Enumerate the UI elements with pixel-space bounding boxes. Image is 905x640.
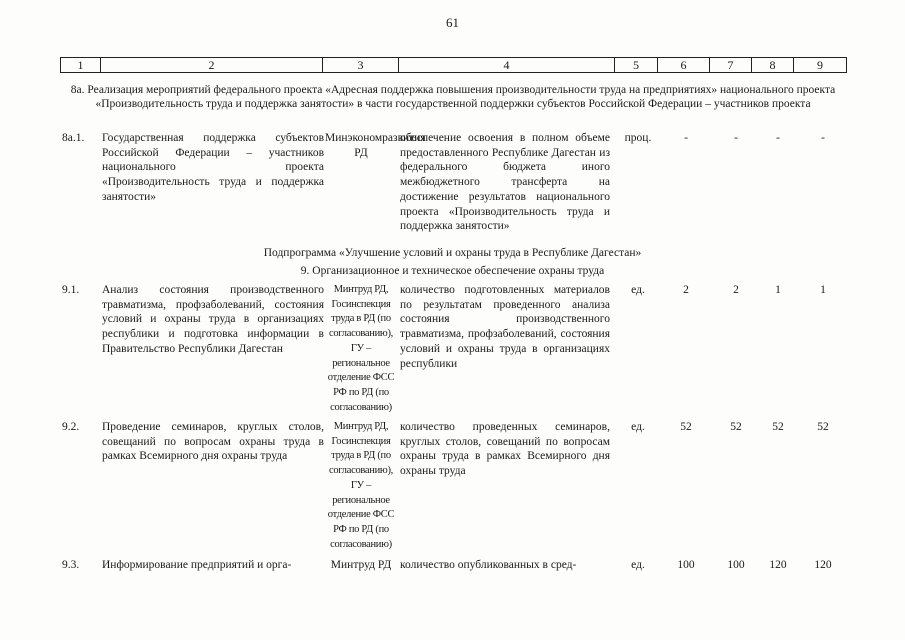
unit: ед. — [631, 559, 645, 571]
activity-name: Государственная поддержка субъектов Российской Федерации – участников национального проекта «Производительность труда и поддержка занятости» — [102, 132, 324, 203]
column-header-6: 6 — [658, 58, 710, 73]
section-8a-title: 8а. Реализация мероприятий федерального проекта «Адресная поддержка повышения производительности труда на предприятиях» национального проекта «Производительность труда и поддержка занятости» в части государственной поддержки субъектов Российской Федерации – участников проекта — [70, 84, 836, 110]
activity-name: Анализ состояния производственного травматизма, профзаболеваний, состояния условий и охраны труда в организациях республики и подготовка информации в Правительство Республики Дагестан — [102, 284, 324, 355]
column-number-header — [60, 57, 847, 73]
indicator: обеспечение освоения в полном объеме предоставленного Республике Дагестан из федерального бюджета иного межбюджетного трансферта на достижение результатов национального проекта «Производительность труда и поддержка занятости» — [400, 132, 610, 233]
row-number: 9.2. — [62, 421, 80, 433]
value: 2 — [683, 284, 689, 296]
row-number: 9.3. — [62, 559, 80, 571]
value: 1 — [775, 284, 781, 296]
column-header-9: 9 — [794, 58, 847, 73]
value: 100 — [727, 559, 745, 571]
indicator: количество опубликованных в сред- — [400, 559, 577, 571]
column-header-1: 1 — [61, 58, 101, 73]
unit: ед. — [631, 284, 645, 296]
value: 52 — [730, 421, 742, 433]
value: - — [734, 132, 738, 144]
column-header-8: 8 — [752, 58, 794, 73]
column-header-4: 4 — [399, 58, 615, 73]
value: 2 — [733, 284, 739, 296]
column-header-3: 3 — [323, 58, 399, 73]
row-number: 9.1. — [62, 284, 80, 296]
value: - — [684, 132, 688, 144]
activity-name: Информирование предприятий и орга- — [102, 559, 292, 571]
value: 120 — [814, 559, 832, 571]
column-header-7: 7 — [710, 58, 752, 73]
column-header-5: 5 — [615, 58, 658, 73]
value: 1 — [820, 284, 826, 296]
value: 100 — [677, 559, 695, 571]
value: - — [776, 132, 780, 144]
row-number: 8а.1. — [62, 132, 85, 144]
subprogram-title: Подпрограмма «Улучшение условий и охраны труда в Республике Дагестан» — [263, 247, 642, 259]
indicator: количество подготовленных материалов по результатам проведенного анализа состояния производственного травматизма, профзаболеваний, состояния условий и охраны труда в организациях республики — [400, 284, 610, 370]
page-number: 61 — [446, 15, 459, 30]
section-9-title: 9. Организационное и техническое обеспечение охраны труда — [300, 265, 605, 277]
value: 120 — [769, 559, 787, 571]
indicator: количество проведенных семинаров, круглых столов, совещаний по вопросам охраны труда в рамках Всемирного дня охраны труда — [400, 421, 610, 478]
executor: Минтруд РД — [330, 559, 392, 571]
value: 52 — [817, 421, 829, 433]
executor: Минтруд РД, Госинспекция труда в РД (по согласованию), ГУ – региональное отделение ФСС РФ по РД (по согласованию) — [327, 284, 395, 413]
unit: ед. — [631, 421, 645, 433]
executor: Минэкономразвития РД — [325, 132, 426, 159]
activity-name: Проведение семинаров, круглых столов, совещаний по вопросам охраны труда в рамках Всемирного дня охраны труда — [102, 421, 324, 463]
column-header-2: 2 — [101, 58, 323, 73]
value: 52 — [772, 421, 784, 433]
value: - — [821, 132, 825, 144]
value: 52 — [680, 421, 692, 433]
executor: Минтруд РД, Госинспекция труда в РД (по согласованию), ГУ – региональное отделение ФСС РФ по РД (по согласованию) — [327, 421, 395, 550]
unit: проц. — [624, 132, 652, 144]
